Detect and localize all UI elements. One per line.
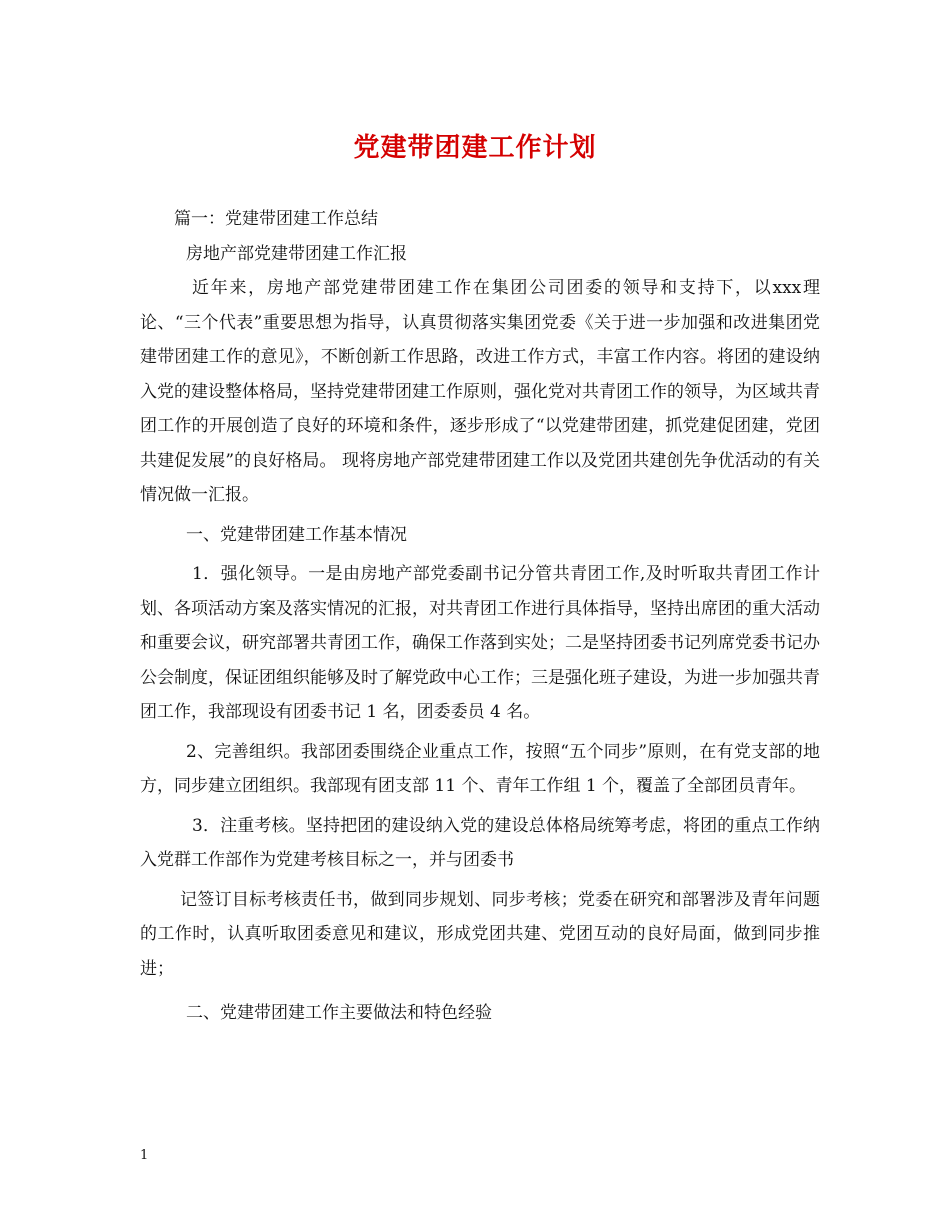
paragraph-strengthen-leadership: 1．强化领导。一是由房地产部党委副书记分管共青团工作,及时听取共青团工作计划、各项活动方案及落实情况的汇报，对共青团工作进行具体指导，坚持出席团的重大活动和重要会议，研究部署共青团工作，确保工作落到实处；二是坚持团委书记列席党委书记办公会制度，保证团组织能够及时了解党政中心工作；三是强化班子建设，为进一步加强共青团工作，我部现设有团委书记 1 名，团委委员 4 名。 (140, 564, 820, 722)
paragraph-assessment-continued: 记签订目标考核责任书，做到同步规划、同步考核；党委在研究和部署涉及青年问题的工作时，认真听取团委意见和建议，形成党团共建、党团互动的良好局面，做到同步推进； (140, 889, 820, 979)
document-title: 党建带团建工作计划 (353, 133, 597, 163)
paragraph-introduction: 近年来，房地产部党建带团建工作在集团公司团委的领导和支持下，以xxx理论、“三个代表”重要思想为指导，认真贯彻落实集团党委《关于进一步加强和改进集团党建带团建工作的意见》，不断创新工作思路，改进工作方式，丰富工作内容。将团的建设纳入党的建设整体格局，坚持党建带团建工作原则，强化党对共青团工作的领导，为区域共青团工作的开展创造了良好的环境和条件，逐步形成了“以党建带团建，抓党建促团建，党团共建促发展”的良好格局。 现将房地产部党建带团建工作以及党团共建创先争优活动的有关情况做一汇报。 (140, 278, 820, 505)
paragraph-report-title: 房地产部党建带团建工作汇报 (186, 243, 407, 264)
document-body (140, 202, 820, 1031)
paragraph-assessment: 3．注重考核。坚持把团的建设纳入党的建设总体格局统筹考虑，将团的重点工作纳入党群工作部作为党建考核目标之一，并与团委书 (140, 815, 820, 870)
paragraph-article-heading: 篇一：党建带团建工作总结 (174, 209, 378, 229)
section-heading-basic-situation: 一、党建带团建工作基本情况 (186, 524, 407, 545)
section-heading-main-practices: 二、党建带团建工作主要做法和特色经验 (186, 1003, 492, 1023)
page-number: 1 (140, 1148, 149, 1163)
paragraph-improve-organization: 2、完善组织。我部团委围绕企业重点工作，按照“五个同步”原则，在有党支部的地方，同步建立团组织。我部现有团支部 11 个、青年工作组 1 个，覆盖了全部团员青年。 (140, 741, 820, 796)
